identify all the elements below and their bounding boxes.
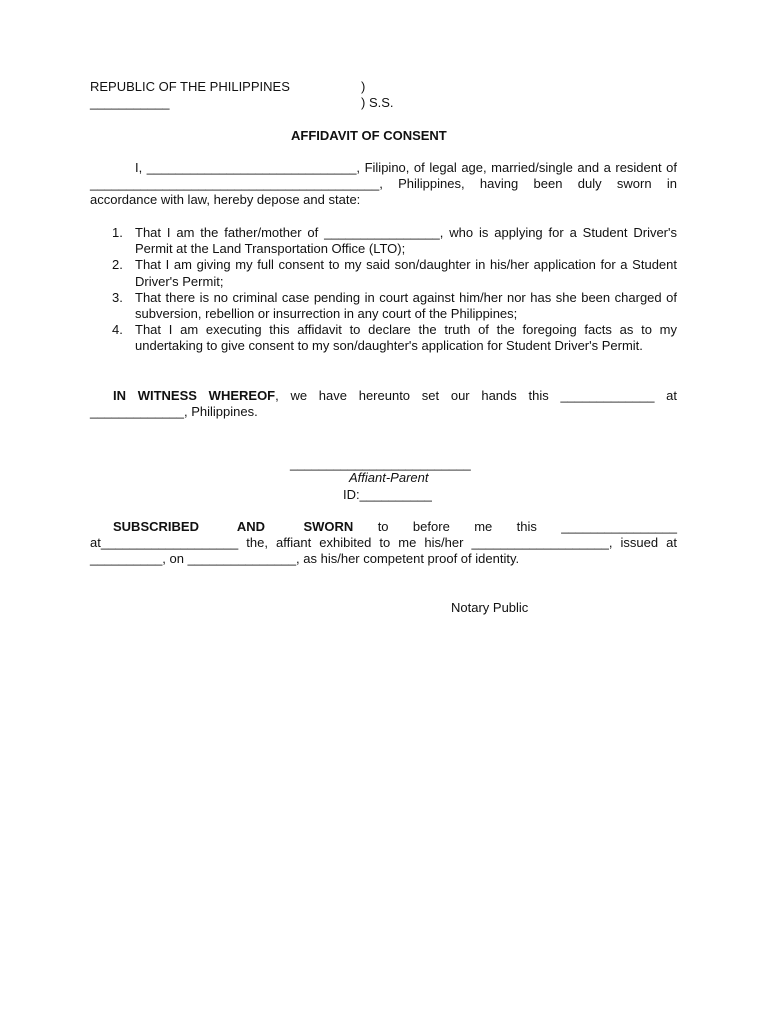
clause-text: That I am executing this affidavit to declare the truth of the foregoing facts as to my undertaking to give consent to my son/daughter's application for Student Driver's Permit. xyxy=(135,322,677,354)
clause-text: That there is no criminal case pending in court against him/her nor has she been charged of subversion, rebellion or insurrection in any court of the Philippines; xyxy=(135,289,677,322)
witness-paragraph xyxy=(90,388,677,420)
place-blank: ___________ xyxy=(90,95,170,110)
clause-item xyxy=(112,225,677,257)
clause-number: 4. xyxy=(112,322,123,338)
clause-item xyxy=(112,290,677,322)
affiant-id: ID:__________ xyxy=(343,487,432,502)
subscribed-paragraph xyxy=(90,519,677,568)
clause-item xyxy=(112,257,677,289)
subscribed-lead: SUBSCRIBED AND SWORN xyxy=(113,519,354,534)
ss-label: ) S.S. xyxy=(361,95,394,110)
clause-number: 3. xyxy=(112,289,123,305)
intro-paragraph: I, _____________________________, Filipino, of legal age, married/single and a resident of ________________________________________, Philippines, having been duly sworn in accordance with law, hereby depose and state: xyxy=(90,160,677,208)
subscribed-text: to before me this ________________ at___________________ the, affiant exhibited to me his/her ___________________, issued at __________, on _______________, as his/her competent proof of identity. xyxy=(90,519,677,567)
clause-item xyxy=(112,322,677,354)
clause-number: 2. xyxy=(112,257,123,273)
notary-label: Notary Public xyxy=(451,600,529,615)
clause-text: That I am the father/mother of ________________, who is applying for a Student Driver's Permit at the Land Transportation Office (LTO); xyxy=(135,225,677,257)
clause-text: That I am giving my full consent to my said son/daughter in his/her application for a Student Driver's Permit; xyxy=(135,257,677,289)
witness-lead: IN WITNESS WHEREOF xyxy=(113,388,276,403)
witness-text: , we have hereunto set our hands this _____________ at _____________, Philippines. xyxy=(90,388,678,420)
signature-line: _________________________ xyxy=(290,456,471,471)
republic-header: REPUBLIC OF THE PHILIPPINES xyxy=(90,79,290,94)
clause-number: 1. xyxy=(112,225,123,240)
document-title: AFFIDAVIT OF CONSENT xyxy=(291,128,447,143)
bracket: ) xyxy=(361,79,366,94)
affiant-label: Affiant-Parent xyxy=(349,470,429,485)
clause-list xyxy=(112,225,677,355)
